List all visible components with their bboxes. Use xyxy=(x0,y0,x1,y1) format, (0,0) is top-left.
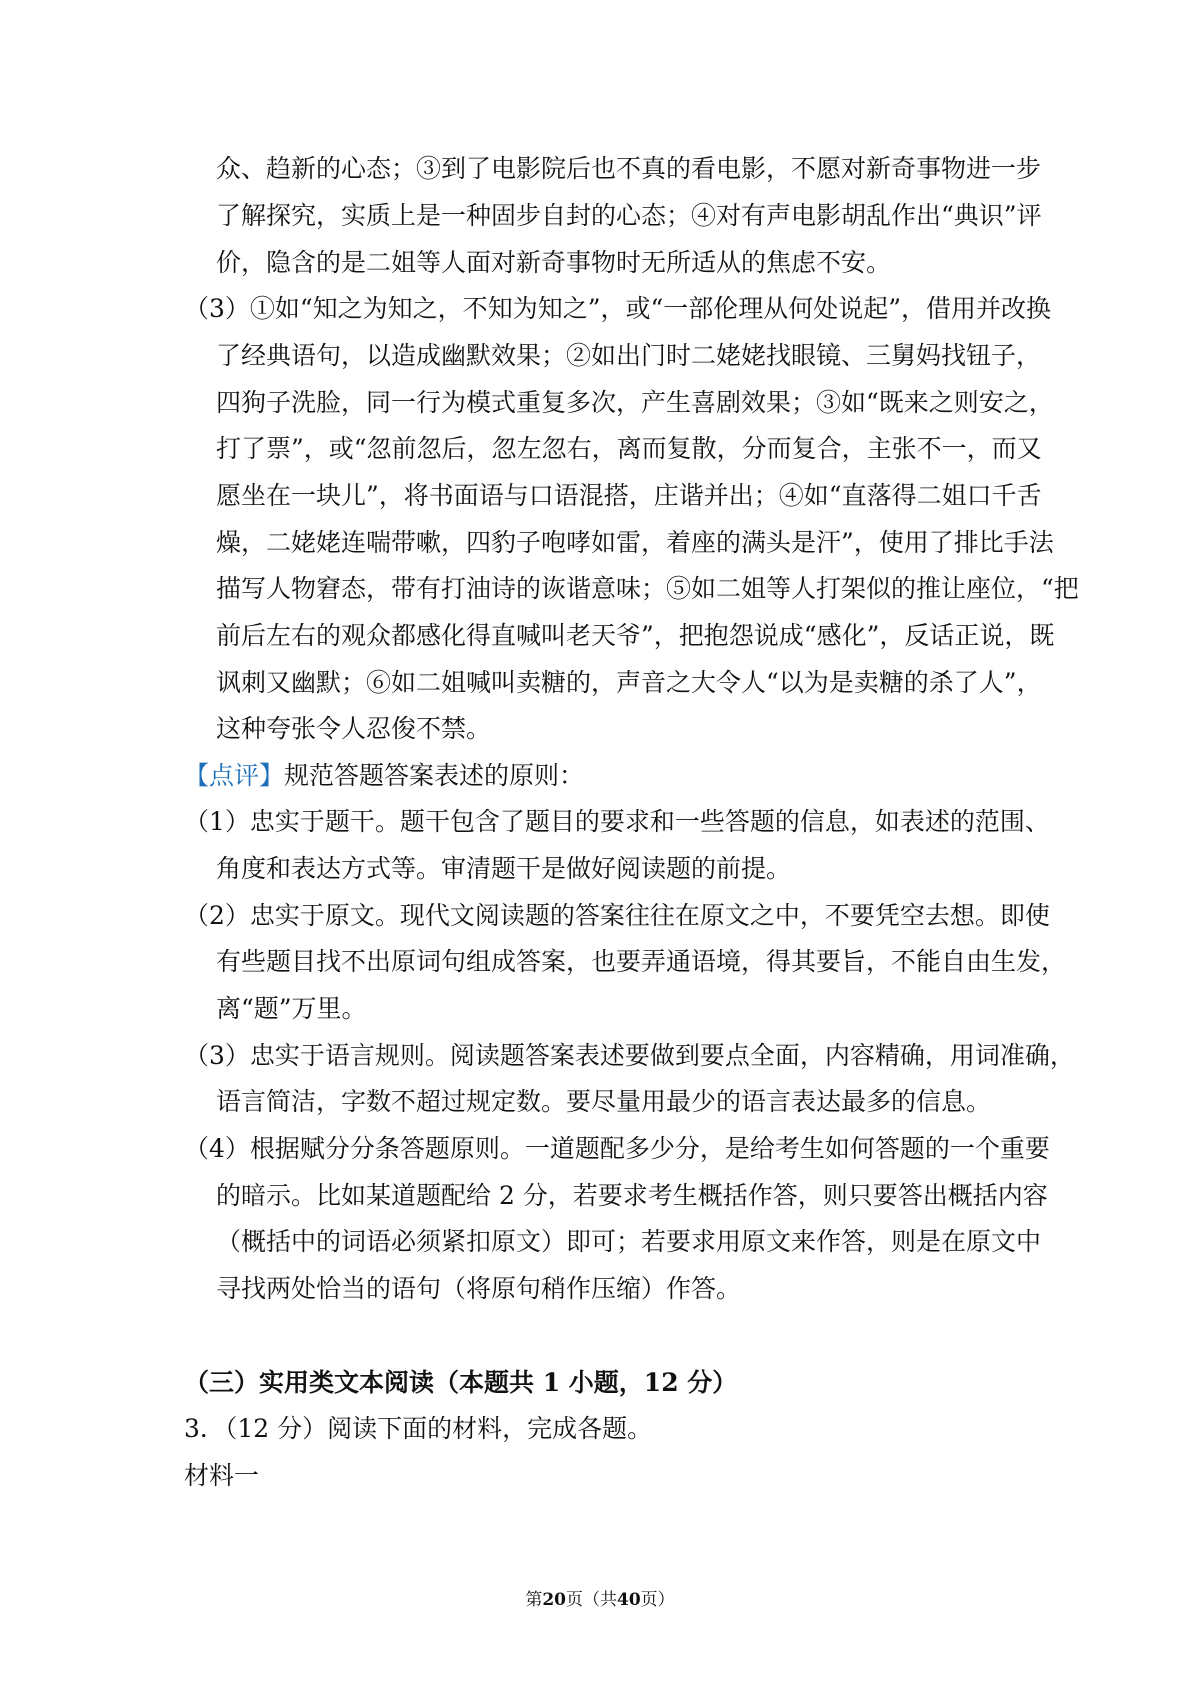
answer-item-3-line: 了经典语句，以造成幽默效果；②如出门时二姥姥找眼镜、三舅妈找钮子， xyxy=(216,341,1042,370)
section-heading: （三）实用类文本阅读（本题共 1 小题，12 分） xyxy=(184,1368,738,1397)
principle-4-line: 寻找两处恰当的语句（将原句稍作压缩）作答。 xyxy=(216,1274,742,1303)
review-text: 规范答题答案表述的原则： xyxy=(284,761,585,790)
review-tag: 【点评】 xyxy=(184,761,285,790)
principle-3-line: 语言简洁，字数不超过规定数。要尽量用最少的语言表达最多的信息。 xyxy=(216,1087,992,1116)
answer-item-3-line: 四狗子洗脸，同一行为模式重复多次，产生喜剧效果；③如“既来之则安之， xyxy=(216,388,1054,417)
footer-mid: 页（共 xyxy=(566,1590,617,1610)
answer-item-3-line: 描写人物窘态，带有打油诗的诙谐意味；⑤如二姐等人打架似的推让座位，“把 xyxy=(216,574,1079,603)
footer-suffix: 页） xyxy=(640,1590,675,1610)
principle-2-first-line: （2）忠实于原文。现代文阅读题的答案往往在原文之中，不要凭空去想。即使 xyxy=(184,901,1050,930)
principle-2-line: 离“题”万里。 xyxy=(216,994,367,1023)
material-label: 材料一 xyxy=(184,1461,260,1490)
question-stem: 3．（12 分）阅读下面的材料，完成各题。 xyxy=(184,1414,653,1443)
principle-4-line: 的暗示。比如某道题配给 2 分，若要求考生概括作答，则只要答出概括内容 xyxy=(216,1181,1048,1210)
principle-1-first-line: （1）忠实于题干。题干包含了题目的要求和一些答题的信息，如表述的范围、 xyxy=(184,807,1050,836)
principle-3-first-line: （3）忠实于语言规则。阅读题答案表述要做到要点全面，内容精确，用词准确， xyxy=(184,1041,1075,1070)
principle-4-line: （概括中的词语必须紧扣原文）即可；若要求用原文来作答，则是在原文中 xyxy=(216,1227,1042,1256)
answer-item-3-line: 打了票”，或“忽前忽后，忽左忽右，离而复散，分而复合，主张不一，而又 xyxy=(216,434,1042,463)
answer-continuation-line: 众、趋新的心态；③到了电影院后也不真的看电影，不愿对新奇事物进一步 xyxy=(216,154,1042,183)
page-footer xyxy=(0,1588,1200,1612)
answer-item-3-first-line: （3）①如“知之为知之，不知为知之”，或“一部伦理从何处说起”，借用并改换 xyxy=(184,294,1052,323)
answer-continuation-line: 了解探究，实质上是一种固步自封的心态；④对有声电影胡乱作出“典识”评 xyxy=(216,201,1042,230)
footer-page-number: 20 xyxy=(542,1590,566,1610)
principle-4-first-line: （4）根据赋分分条答题原则。一道题配多少分，是给考生如何答题的一个重要 xyxy=(184,1134,1050,1163)
answer-item-3-line: 前后左右的观众都感化得直喊叫老天爷”，把抱怨说成“感化”，反话正说，既 xyxy=(216,621,1055,650)
footer-total-pages: 40 xyxy=(617,1590,641,1610)
principle-2-line: 有些题目找不出原词句组成答案，也要弄通语境，得其要旨，不能自由生发， xyxy=(216,947,1067,976)
review-line xyxy=(184,759,584,793)
answer-continuation-line: 价，隐含的是二姐等人面对新奇事物时无所适从的焦虑不安。 xyxy=(216,248,892,277)
principle-1-line: 角度和表达方式等。审清题干是做好阅读题的前提。 xyxy=(216,854,792,883)
footer-prefix: 第 xyxy=(525,1590,543,1610)
answer-item-3-line: 这种夸张令人忍俊不禁。 xyxy=(216,714,492,743)
answer-item-3-line: 燥，二姥姥连喘带嗽，四豹子咆哮如雷，着座的满头是汗”，使用了排比手法 xyxy=(216,528,1054,557)
answer-item-3-line: 讽刺又幽默；⑥如二姐喊叫卖糖的，声音之大令人“以为是卖糖的杀了人”， xyxy=(216,668,1042,697)
answer-item-3-line: 愿坐在一块儿”，将书面语与口语混搭，庄谐并出；④如“直落得二姐口千舌 xyxy=(216,481,1042,510)
